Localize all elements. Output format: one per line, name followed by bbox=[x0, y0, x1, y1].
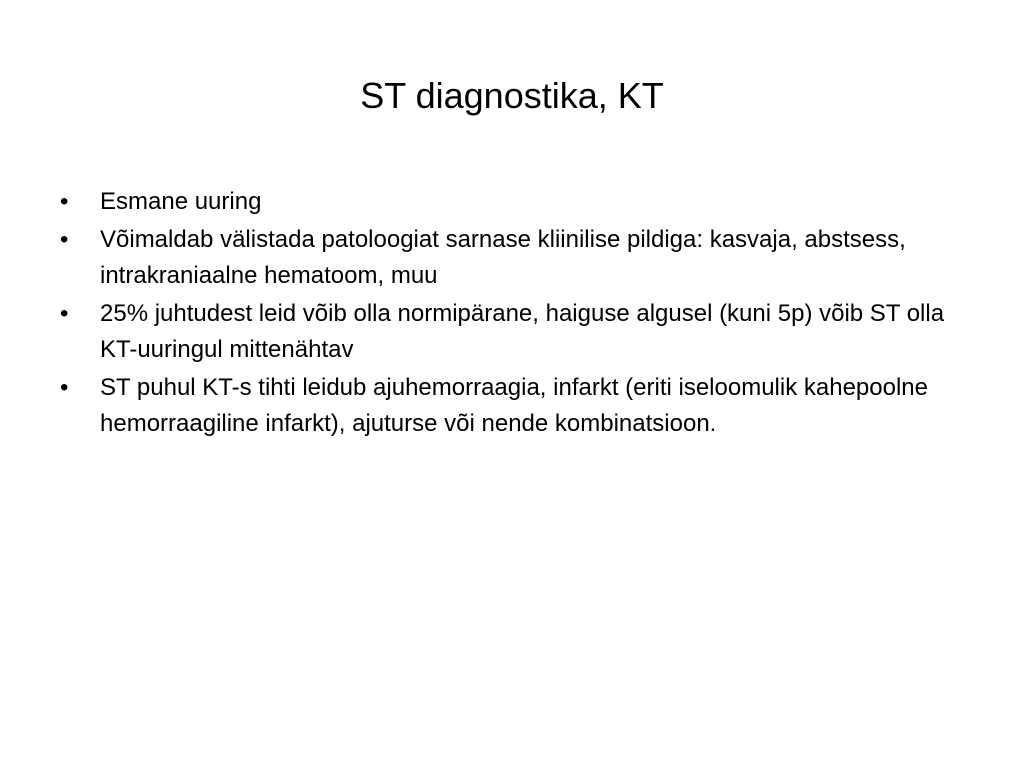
bullet-item bbox=[60, 296, 960, 368]
bullet-icon: • bbox=[60, 226, 69, 253]
bullet-icon: • bbox=[60, 300, 69, 327]
bullet-item bbox=[60, 370, 960, 442]
bullet-item bbox=[60, 184, 960, 220]
bullet-icon: • bbox=[60, 188, 69, 215]
bullet-list bbox=[60, 184, 960, 444]
bullet-item bbox=[60, 222, 960, 294]
bullet-icon: • bbox=[60, 374, 69, 401]
bullet-text: 25% juhtudest leid võib olla normipärane, haiguse algusel (kuni 5p) võib ST olla KT-uuringul mittenähtav bbox=[100, 300, 945, 363]
slide-title: ST diagnostika, KT bbox=[360, 75, 664, 116]
bullet-text: Esmane uuring bbox=[100, 188, 262, 215]
bullet-text: Võimaldab välistada patoloogiat sarnase kliinilise pildiga: kasvaja, abstsess, intrakraniaalne hematoom, muu bbox=[100, 226, 906, 289]
bullet-text: ST puhul KT-s tihti leidub ajuhemorraagia, infarkt (eriti iseloomulik kahepoolne hemorraagiline infarkt), ajuturse või nende kombinatsioon. bbox=[100, 374, 928, 437]
